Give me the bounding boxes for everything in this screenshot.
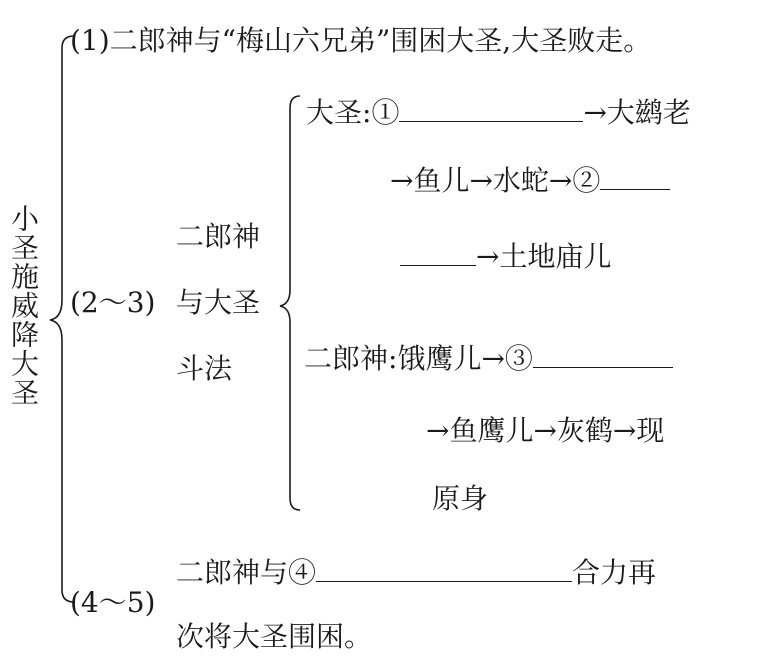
blank-3-line[interactable] bbox=[533, 345, 673, 368]
part2-topic-line2: 与大圣 bbox=[176, 286, 261, 319]
sage-row-2 bbox=[390, 164, 670, 198]
part3-text-b: 合力再 bbox=[572, 556, 657, 589]
part3-row-2 bbox=[176, 620, 372, 654]
blank-2-line-b[interactable] bbox=[400, 243, 476, 266]
blank-1-marker: ① bbox=[371, 96, 400, 129]
part3-number: (4～5) bbox=[70, 586, 156, 619]
erlang-row-3 bbox=[432, 482, 488, 516]
erlang-label: 二郎神: bbox=[304, 342, 398, 375]
sage-seg-1: →大鹚老 bbox=[583, 96, 691, 129]
blank-4-line[interactable] bbox=[316, 559, 572, 582]
blank-2-line-a[interactable] bbox=[600, 167, 670, 190]
part1-row bbox=[70, 24, 651, 58]
erlang-seg-2: →鱼鹰儿→灰鹤→现 bbox=[426, 414, 665, 447]
part2-topic-line1: 二郎神 bbox=[176, 220, 261, 253]
sage-seg-3: →土地庙儿 bbox=[476, 240, 612, 273]
sage-label: 大圣: bbox=[306, 96, 372, 129]
blank-4-marker: ④ bbox=[288, 556, 317, 589]
sage-seg-2: →鱼儿→水蛇→ bbox=[390, 164, 573, 197]
blank-2-marker: ② bbox=[572, 164, 601, 197]
inner-brace bbox=[280, 96, 300, 510]
sage-row-3 bbox=[400, 240, 611, 274]
erlang-seg-1: 饿鹰儿→ bbox=[397, 342, 505, 375]
part2-topic-line3: 斗法 bbox=[176, 352, 233, 385]
root-label: 小圣施威降大圣 bbox=[7, 204, 40, 407]
part3-row-1 bbox=[176, 556, 656, 590]
part3-text-a: 二郎神与 bbox=[176, 556, 289, 589]
sage-row-1 bbox=[306, 96, 691, 130]
erlang-row-1 bbox=[304, 342, 673, 376]
erlang-seg-3: 原身 bbox=[432, 482, 489, 515]
part1-number: (1) bbox=[70, 24, 110, 57]
part2-number: (2～3) bbox=[70, 286, 156, 319]
erlang-row-2 bbox=[426, 414, 664, 448]
part3-text-c: 次将大圣围困。 bbox=[176, 620, 373, 653]
blank-3-marker: ③ bbox=[504, 342, 533, 375]
part1-text: 二郎神与“梅山六兄弟”围困大圣,大圣败走。 bbox=[109, 24, 652, 57]
blank-1-line[interactable] bbox=[399, 99, 583, 122]
